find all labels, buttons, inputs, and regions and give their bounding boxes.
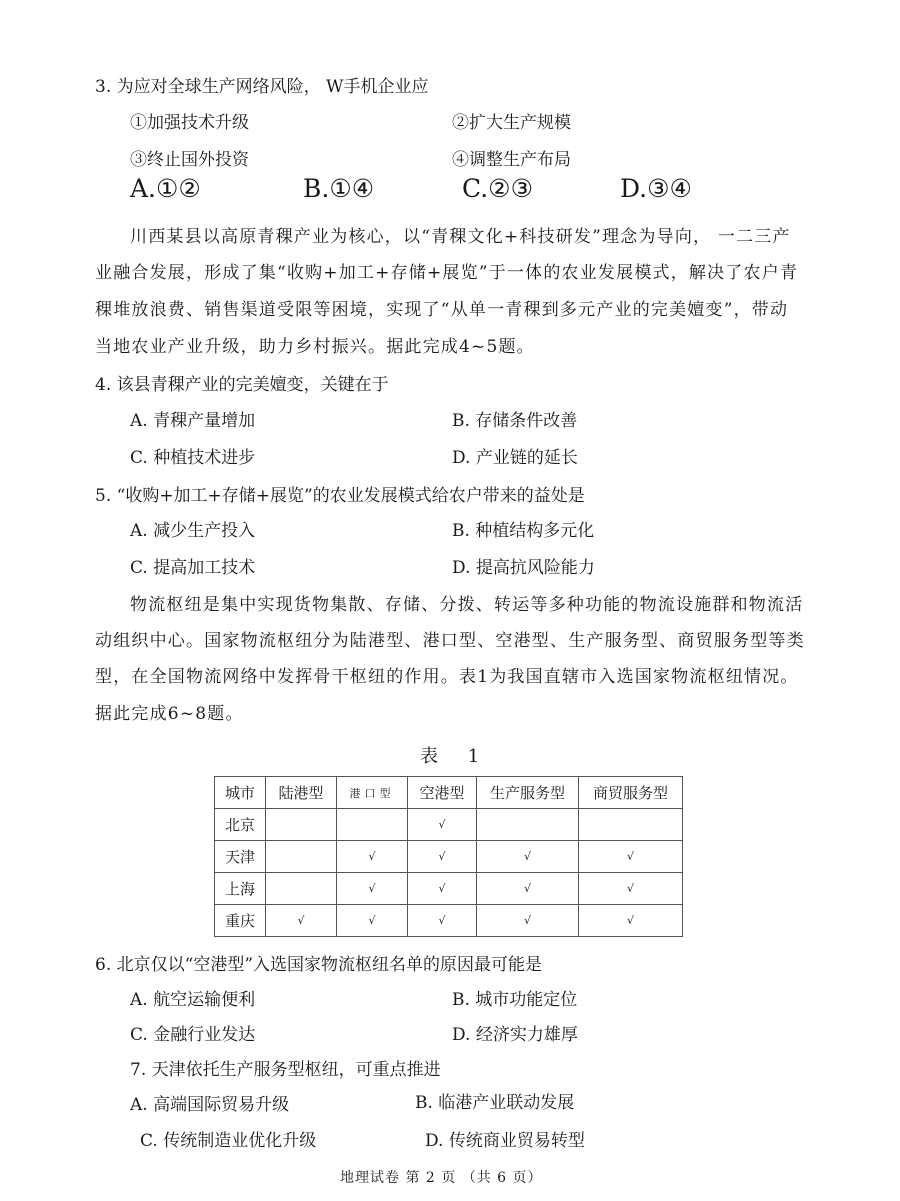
q6-option-b: B. 城市功能定位: [452, 990, 578, 1010]
cell: [266, 841, 337, 873]
q4-option-b: B. 存储条件改善: [452, 411, 578, 431]
cell: √: [408, 873, 477, 905]
q5-option-b: B. 种植结构多元化: [452, 521, 595, 541]
q3-option-a: A.①②: [130, 174, 201, 203]
q3-option-c: C.②③: [462, 174, 534, 203]
q5-option-c: C. 提高加工技术: [130, 558, 256, 578]
q4-option-a: A. 青稞产量增加: [130, 411, 256, 431]
q4-option-c: C. 种植技术进步: [130, 448, 256, 468]
q6-option-a: A. 航空运输便利: [130, 990, 256, 1010]
q7-option-c: C. 传统制造业优化升级: [140, 1131, 317, 1151]
passage2-line-4: 据此完成6~8题。: [95, 704, 244, 724]
q3-stem: 3. 为应对全球生产网络风险， W手机企业应: [95, 77, 429, 97]
q3-item-2: ②扩大生产规模: [452, 113, 571, 133]
passage1-line-4: 当地农业产业升级，助力乡村振兴。据此完成4~5题。: [95, 337, 535, 357]
table-caption: 表 1: [420, 746, 492, 767]
header-production-service: 生产服务型: [477, 777, 579, 809]
passage1-line-3: 稞堆放浪费、销售渠道受限等困境，实现了“从单一青稞到多元产业的完美嬗变”，带动: [95, 300, 789, 320]
q7-option-a: A. 高端国际贸易升级: [130, 1095, 290, 1115]
cell: √: [477, 841, 579, 873]
q7-option-b: B. 临港产业联动发展: [415, 1093, 575, 1113]
passage2-line-2: 动组织中心。国家物流枢纽分为陆港型、港口型、空港型、生产服务型、商贸服务型等类: [95, 631, 805, 651]
cell-city: 北京: [215, 809, 266, 841]
q7-option-d: D. 传统商业贸易转型: [425, 1131, 585, 1151]
cell: [266, 809, 337, 841]
cell-city: 重庆: [215, 905, 266, 937]
header-city: 城市: [215, 777, 266, 809]
q3-option-b: B.①④: [303, 174, 375, 203]
q3-item-3: ③终止国外投资: [130, 150, 249, 170]
q6-stem: 6. 北京仅以“空港型”入选国家物流枢纽名单的原因最可能是: [95, 955, 543, 975]
q5-option-d: D. 提高抗风险能力: [452, 558, 595, 578]
cell: √: [408, 905, 477, 937]
q5-option-a: A. 减少生产投入: [130, 521, 256, 541]
cell: [266, 873, 337, 905]
cell-city: 上海: [215, 873, 266, 905]
table-row: [215, 905, 683, 937]
table-row: [215, 809, 683, 841]
q6-option-d: D. 经济实力雄厚: [452, 1025, 578, 1045]
cell: [579, 809, 683, 841]
cell: √: [337, 841, 408, 873]
cell: √: [477, 905, 579, 937]
q6-option-c: C. 金融行业发达: [130, 1025, 256, 1045]
header-commerce-service: 商贸服务型: [579, 777, 683, 809]
table-row: [215, 873, 683, 905]
cell-city: 天津: [215, 841, 266, 873]
cell: [337, 809, 408, 841]
logistics-hub-table: [214, 776, 683, 937]
header-airport: 空港型: [408, 777, 477, 809]
cell: √: [337, 905, 408, 937]
header-land-port: 陆港型: [266, 777, 337, 809]
q3-item-1: ①加强技术升级: [130, 113, 249, 133]
q4-stem: 4. 该县青稞产业的完美嬗变，关键在于: [95, 375, 389, 395]
cell: √: [266, 905, 337, 937]
cell: √: [579, 841, 683, 873]
header-seaport: 港口型: [337, 777, 408, 809]
cell: √: [579, 905, 683, 937]
cell: √: [408, 809, 477, 841]
page-footer: 地理试卷 第 2 页 （共 6 页）: [340, 1170, 543, 1186]
cell: √: [337, 873, 408, 905]
passage1-line-2: 业融合发展，形成了集“收购+加工+存储+展览”于一体的农业发展模式，解决了农户青: [95, 263, 799, 283]
passage2-line-3: 型，在全国物流网络中发挥骨干枢纽的作用。表1为我国直辖市入选国家物流枢纽情况。: [95, 667, 799, 687]
q4-option-d: D. 产业链的延长: [452, 448, 578, 468]
q3-option-d: D.③④: [620, 174, 692, 203]
passage1-line-1: 川西某县以高原青稞产业为核心，以“青稞文化+科技研发”理念为导向， 一二三产: [130, 227, 791, 247]
passage2-line-1: 物流枢纽是集中实现货物集散、存储、分拨、转运等多种功能的物流设施群和物流活: [130, 595, 804, 615]
q3-item-4: ④调整生产布局: [452, 150, 571, 170]
table-header-row: [215, 777, 683, 809]
cell: [477, 809, 579, 841]
q7-stem: 7. 天津依托生产服务型枢纽，可重点推进: [130, 1060, 441, 1080]
cell: √: [579, 873, 683, 905]
q5-stem: 5. “收购+加工+存储+展览”的农业发展模式给农户带来的益处是: [95, 486, 585, 506]
cell: √: [408, 841, 477, 873]
cell: √: [477, 873, 579, 905]
table-row: [215, 841, 683, 873]
